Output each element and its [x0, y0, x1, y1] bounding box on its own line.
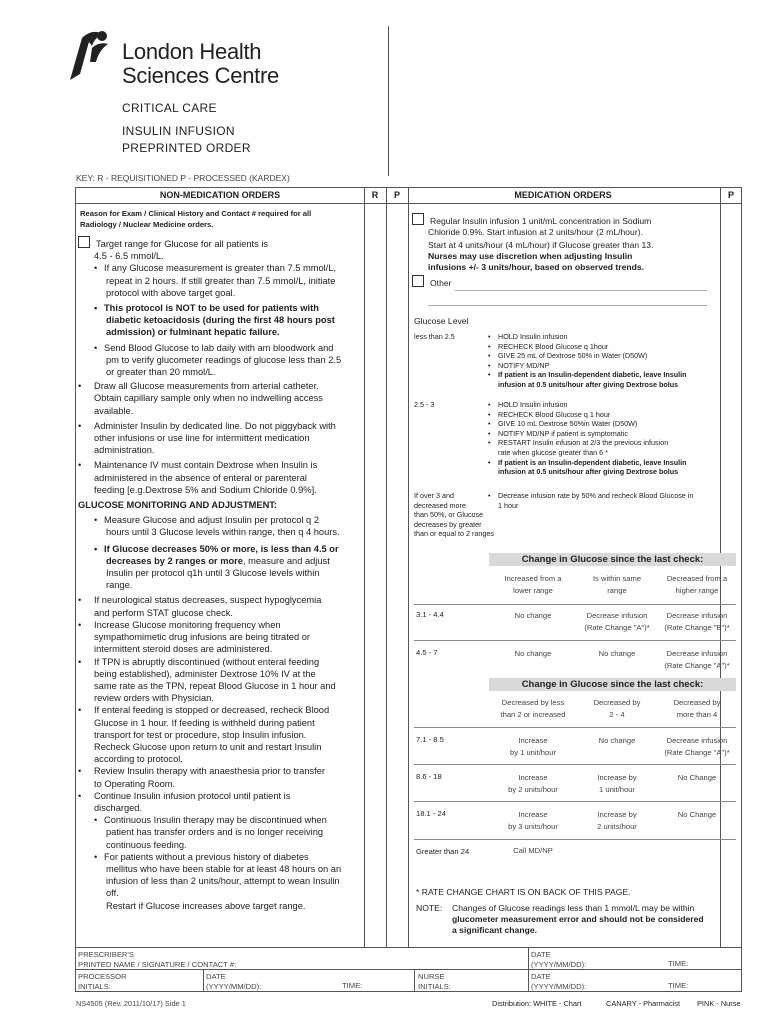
note-label: NOTE:: [416, 903, 443, 913]
nurse-initials-field[interactable]: NURSE INITIALS:: [418, 972, 451, 991]
org-name: London Health Sciences Centre: [122, 39, 279, 88]
header-divider: [388, 26, 389, 176]
prescriber-field[interactable]: PRESCRIBER'S PRINTED NAME / SIGNATURE / CONTACT #:: [78, 950, 237, 969]
t2-r2-c3: No Change: [677, 773, 717, 782]
lhsc-logo-icon: [62, 30, 110, 82]
glucose-level-label: Glucose Level: [414, 316, 469, 326]
processor-initials-field[interactable]: PROCESSOR INITIALS:: [78, 972, 127, 991]
change-header-2: Change in Glucose since the last check:: [489, 678, 736, 691]
col-p: P: [393, 190, 400, 200]
over3-actions: • Decrease infusion rate by 50% and recheck Blood Glucose in 1 hour: [488, 491, 720, 510]
regular-insulin-order: Regular Insulin infusion 1 unit/mL concentration in Sodium Chloride 0.9%. Start infusion at 2 units/hour (2 mL/hour). Start at 4 units/hour (4 mL/hour) if Glucose greater than 13. Nurses may use discretion when adjusting Insulin infusions +/- 3 units/hour, based on observed trends. Other: [412, 213, 718, 289]
t1-r2-c1: No change: [514, 649, 552, 658]
col-p2: P: [727, 190, 734, 200]
distribution-canary: CANARY - Pharmacist: [606, 999, 681, 1008]
form-title-2: INSULIN INFUSION: [122, 124, 235, 138]
t1-r1-c2: Decrease infusion (Rate Change "A")*: [584, 611, 650, 632]
t2-header-3: Decreased by more than 4: [673, 698, 721, 719]
col-non-medication: NON-MEDICATION ORDERS: [159, 190, 281, 200]
t1-r1-c3: Decrease infusion (Rate Change "B")*: [664, 611, 730, 632]
prescriber-date-field[interactable]: DATE (YYYY/MM/DD):: [531, 950, 587, 969]
t2-r1-c1: Increase by 1 unit/hour: [509, 736, 556, 757]
regular-insulin-checkbox[interactable]: [412, 213, 424, 225]
t2-r2-c2: Increase by 1 unit/hour: [597, 773, 637, 794]
t1-r2-c3: Decrease infusion (Rate Change "A")*: [664, 649, 730, 670]
t2-r1-c3: Decrease infusion (Rate Change "A")*: [664, 736, 730, 757]
key-legend: KEY: R - REQUISITIONED P - PROCESSED (KARDEX): [76, 173, 290, 183]
t2-row-181-24: 18.1 - 24: [416, 809, 446, 818]
t2-header-1: Decreased by less than 2 or increased: [500, 698, 566, 719]
processor-date-field[interactable]: DATE (YYYY/MM/DD):: [206, 972, 262, 991]
t1-header-same: Is within same range: [592, 574, 642, 595]
form-id: NS4505 (Rev. 2011/10/17) Side 1: [76, 999, 186, 1008]
prescriber-time-field[interactable]: TIME:: [668, 959, 689, 968]
change-header-1: Change in Glucose since the last check:: [489, 553, 736, 566]
t1-header-decreased: Decreased from a higher range: [666, 574, 728, 595]
reason-for-exam: Reason for Exam / Clinical History and Contact # required for all Radiology / Nuclear Medicine orders.: [80, 209, 312, 229]
t1-r1-c1: No change: [514, 611, 552, 620]
t2-row-86-18: 8.6 - 18: [416, 772, 442, 781]
left-orders: Target range for Glucose for all patients is 4.5 - 6.5 mmol/L. • If any Glucose measurement is greater than 7.5 mmol/L, repeat in 2 hours. If still greater than 7.5 mmol/L, initiate protocol with above target goal. • This protocol is NOT to be used for patients with diabetic ketoacidosis (during the first 48 hours post admission) or fulminant hepatic failure. • Send Blood Glucose to lab daily with am bloodwork and pm to verify glucometer readings of glucose less than 2.5 or greater than 20 mmol/L. • Draw all Glucose measurements from arterial catheter. Obtain capillary sample only when no indwelling access available. • Administer Insulin by dedicated line. Do not piggyback with other infusions or use line for intermittent medication administration. • Maintenance IV must contain Dextrose when Insulin is administered in the absence of enteral or parenteral feeding [e.g.Dextrose 5% and Sodium Chloride 0.9%]. GLUCOSE MONITORING AND ADJUSTMENT: • Measure Glucose and adjust Insulin per protocol q 2 hours until 3 Glucose levels within range, then q 4 hours. • If Glucose decreases 50% or more, is less than 4.5 or decreases by 2 ranges or more, measure and adjust Insulin per protocol q1h until 3 Glucose levels within range. • If neurological status decreases, suspect hypoglycemia and perform STAT glucose check. • Increase Glucose monitoring frequency when sympathomimetic drug infusions are being titrated or intermittent steroid doses are administered. • If TPN is abruptly discontinued (without enteral feeding being established), administer Dextrose 10% IV at the same rate as the TPN, repeat Blood Glucose in 1 hour and review orders with Physician. • If enteral feeding is stopped or decreased, recheck Blood Glucose in 1 hour. If feeding is withheld during patient transport for test or procedure, stop Insulin infusion. Recheck Glucose upon return to unit and restart Insulin according to protocol. • Review Insulin therapy with anaesthesia prior to transfer to Operating Room. • Continue Insulin infusion protocol until patient is discharged. • Continuous Insulin therapy may be discontinued when patient has transfer orders and is no longer receiving continuous feeding. • For patients without a previous history of diabetes mellitus who have been stable for at least 48 hours on an infusion of less than 2 units/hour, attempt to wean Insulin off. Restart if Glucose increases above target range.: [78, 236, 362, 912]
t2-r3-c2: Increase by 2 units/hour: [597, 810, 637, 831]
nurse-date-field[interactable]: DATE (YYYY/MM/DD):: [531, 972, 587, 991]
t2-r3-c1: Increase by 3 units/hour: [508, 810, 558, 831]
other-input-line[interactable]: [455, 290, 707, 291]
t2-row-71-85: 7.1 - 8.5: [416, 735, 444, 744]
form-title-3: PREPRINTED ORDER: [122, 141, 251, 155]
lt25-actions: • HOLD Insulin infusion • RECHECK Blood Glucose q 1hour • GIVE 25 mL of Dextrose 50% in Water (D50W) • NOTIFY MD/NP • If patient is an Insulin-dependent diabetic, leave Insulin infusion at 0.5 units/hour after giving Dextrose bolus: [488, 332, 720, 390]
target-range-checkbox[interactable]: [78, 236, 90, 248]
t1-row-45-7: 4.5 - 7: [416, 648, 438, 657]
t2-r3-c3: No Change: [677, 810, 717, 819]
col-medication: MEDICATION ORDERS: [514, 190, 612, 200]
col-r: R: [371, 190, 379, 200]
over3-label: If over 3 and decreased more than 50%, or Glucose decreases by greater than or equal to 2 ranges: [414, 491, 494, 539]
monitoring-heading: GLUCOSE MONITORING AND ADJUSTMENT:: [78, 500, 278, 511]
t1-r2-c2: No change: [598, 649, 636, 658]
nurse-time-field[interactable]: TIME:: [668, 981, 689, 990]
t2-row-gt24: Greater than 24: [416, 847, 470, 856]
r253-actions: • HOLD Insulin infusion • RECHECK Blood Glucose q 1 hour • GIVE 10 mL Dextrose 50%in Water (D50W) • NOTIFY MD/NP if patient is symptomatic • RESTART Insulin infusion at 2/3 the previous infusion rate when glucose greater than 6 * • If patient is an Insulin-dependent diabetic, leave Insulin infusion at 0.5 units/hour after giving Dextrose bolus: [488, 400, 720, 477]
other-checkbox[interactable]: [412, 275, 424, 287]
processor-time-field[interactable]: TIME:: [342, 981, 363, 990]
lt25-label: less than 2.5: [414, 332, 455, 341]
t1-header-increased: Increased from a lower range: [504, 574, 562, 595]
t1-row-31-44: 3.1 - 4.4: [416, 610, 444, 619]
note-text: Changes of Glucose readings less than 1 mmol/L may be within glucometer measurement error and should not be considered a significant change.: [452, 903, 704, 935]
t2-r4-c1: Call MD/NP: [513, 846, 553, 855]
distribution-pink: PINK - Nurse: [697, 999, 741, 1008]
t2-r1-c2: No change: [598, 736, 636, 745]
distribution-white: Distribution: WHITE - Chart: [492, 999, 582, 1008]
r253-label: 2.5 - 3: [414, 400, 435, 409]
t2-header-2: Decreased by 2 - 4: [593, 698, 641, 719]
t2-r2-c1: Increase by 2 units/hour: [508, 773, 558, 794]
rate-change-note: * RATE CHANGE CHART IS ON BACK OF THIS PAGE.: [416, 887, 631, 897]
form-title-1: CRITICAL CARE: [122, 101, 217, 115]
